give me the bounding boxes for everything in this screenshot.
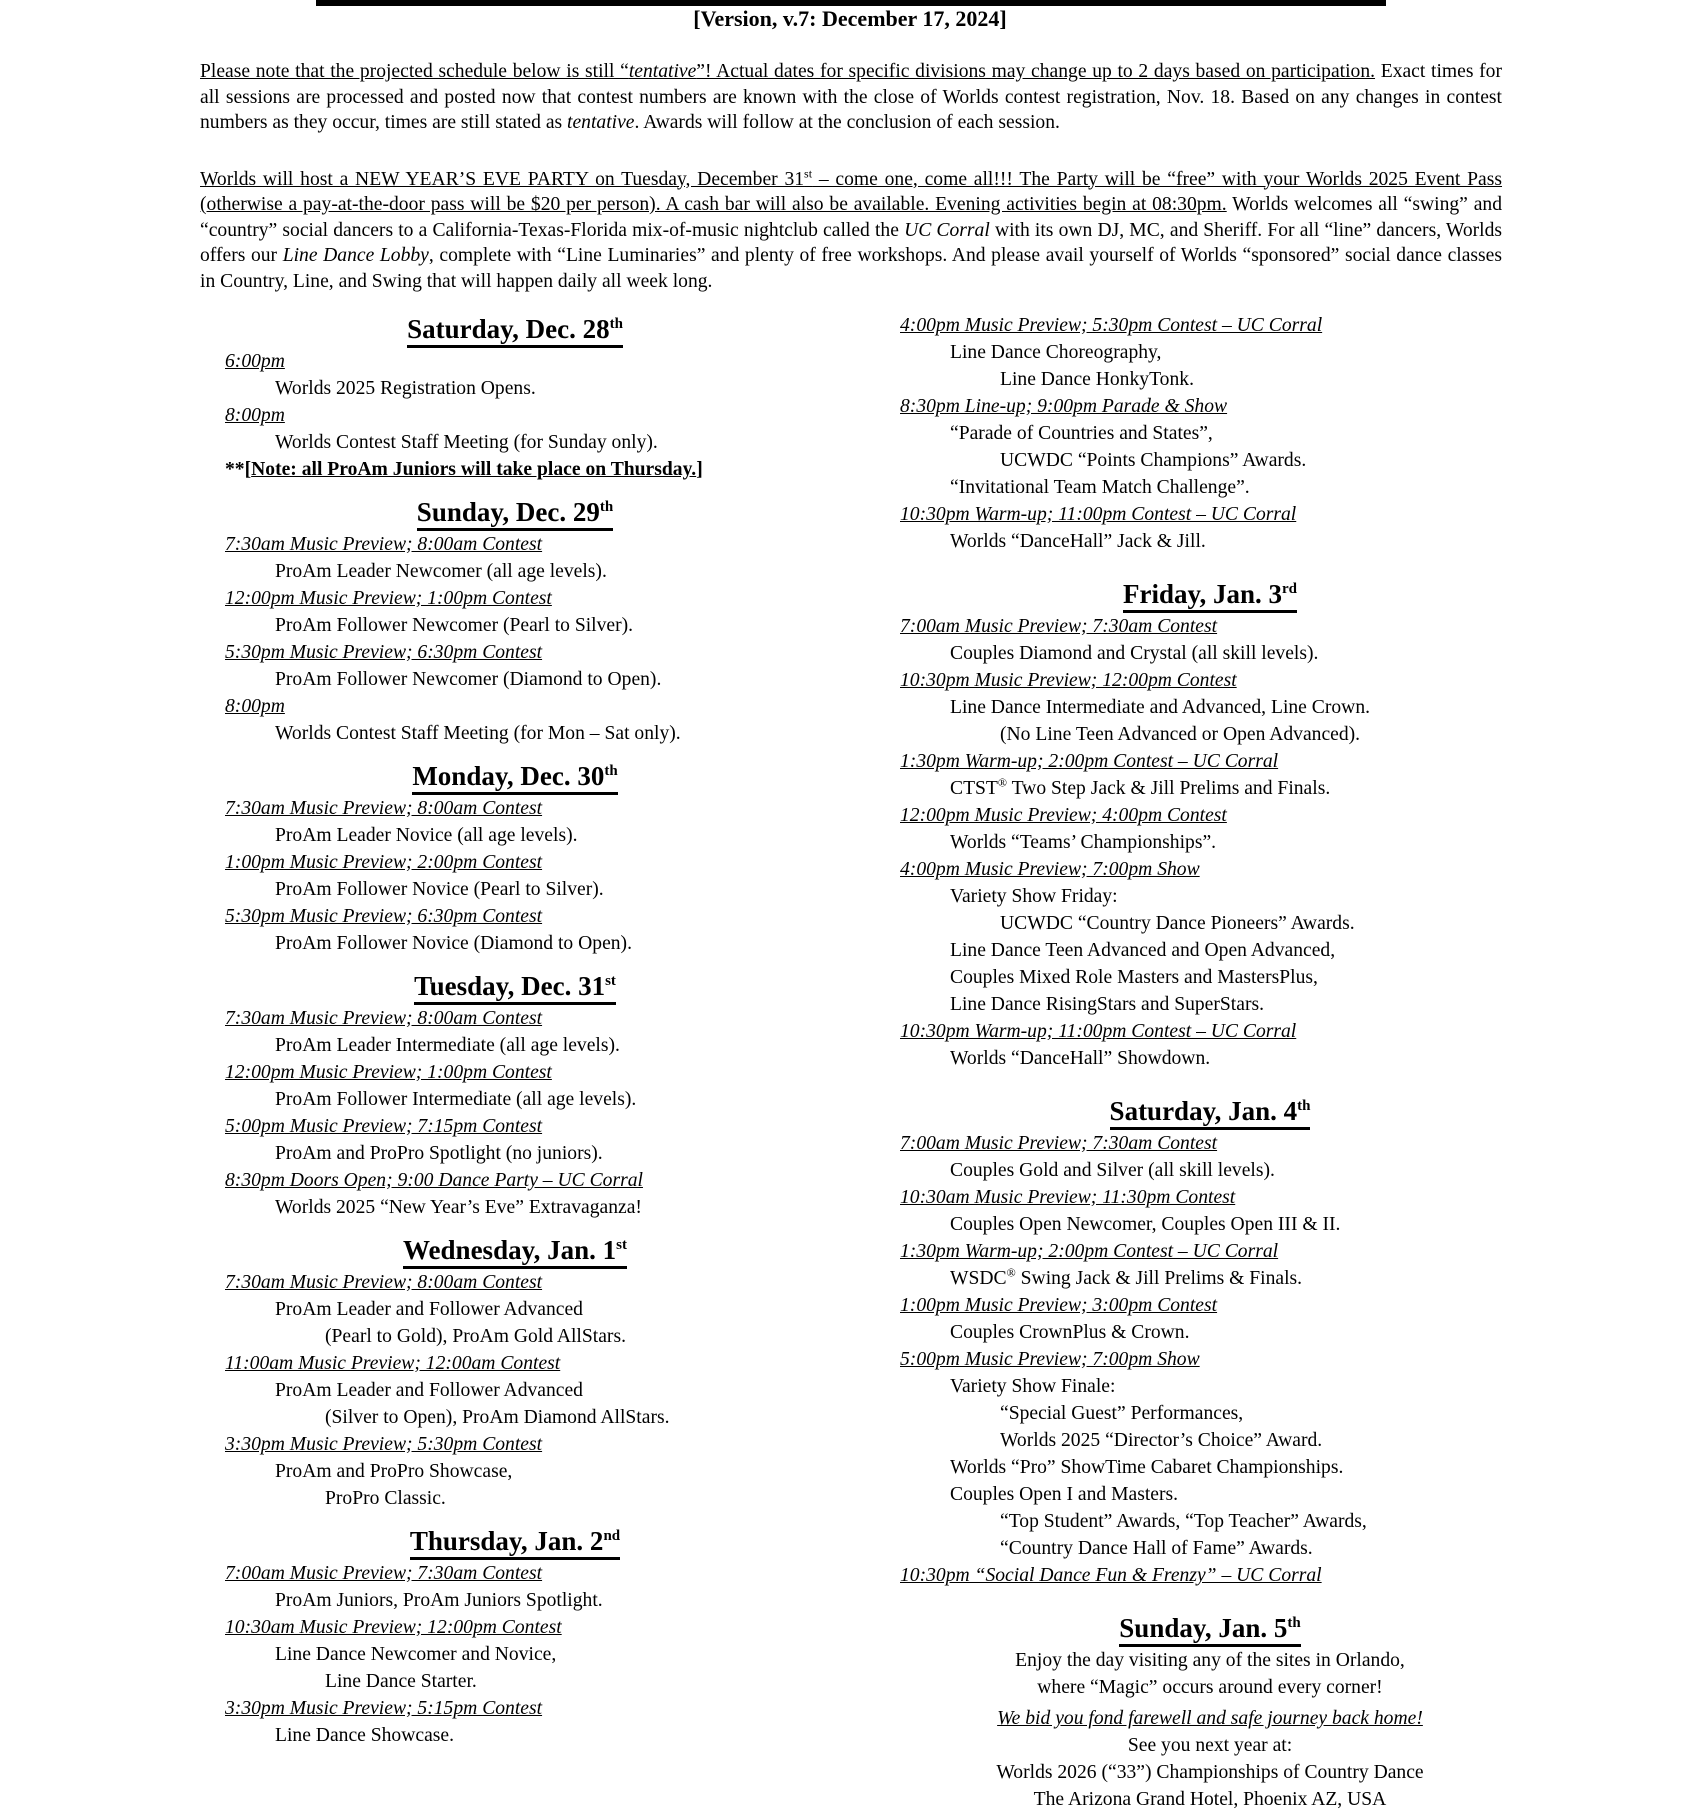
session-time: 1:00pm Music Preview; 2:00pm Contest: [225, 852, 543, 873]
day-heading-wed-jan-1: Wednesday, Jan. 1st: [225, 1233, 805, 1267]
session-item: ProAm Follower Novice (Pearl to Silver).: [275, 879, 604, 900]
session-item: ProAm Follower Newcomer (Pearl to Silver).: [275, 615, 634, 636]
session-time: 10:30am Music Preview; 12:00pm Contest: [225, 1617, 562, 1638]
session-subitem: Line Dance Starter.: [325, 1671, 477, 1692]
session-item: Couples CrownPlus & Crown.: [950, 1322, 1190, 1343]
session-item: Line Dance Newcomer and Novice,: [275, 1644, 557, 1665]
day-heading-sun-dec-29: Sunday, Dec. 29th: [225, 495, 805, 529]
session-subitem: (Silver to Open), ProAm Diamond AllStars.: [325, 1407, 670, 1428]
session-time: 10:30am Music Preview; 11:30pm Contest: [900, 1187, 1236, 1208]
session-item: Worlds “Teams’ Championships”.: [950, 832, 1217, 853]
session-item: Worlds “DanceHall” Jack & Jill.: [950, 531, 1206, 552]
session-item: Variety Show Finale:: [950, 1376, 1116, 1397]
session-time: 7:30am Music Preview; 8:00am Contest: [225, 1272, 543, 1293]
session-time: 8:30pm Doors Open; 9:00 Dance Party – UC Corral: [225, 1170, 643, 1191]
session-time: 11:00am Music Preview; 12:00am Contest: [225, 1353, 561, 1374]
day-heading-sun-jan-5: Sunday, Jan. 5th: [900, 1611, 1520, 1645]
day-heading-tue-dec-31: Tuesday, Dec. 31st: [225, 969, 805, 1003]
session-item: Line Dance Showcase.: [275, 1725, 454, 1746]
schedule-column-right: [900, 312, 1520, 1813]
session-time: 1:00pm Music Preview; 3:00pm Contest: [900, 1295, 1218, 1316]
session-time: 1:30pm Warm-up; 2:00pm Contest – UC Corral: [900, 751, 1279, 772]
session-item: “Invitational Team Match Challenge”.: [950, 477, 1250, 498]
session-time: 7:00am Music Preview; 7:30am Contest: [900, 1133, 1218, 1154]
session-item: ProAm Follower Novice (Diamond to Open).: [275, 933, 632, 954]
session-item: Couples Mixed Role Masters and MastersPlus,: [950, 967, 1318, 988]
session-item: ProAm Leader Novice (all age levels).: [275, 825, 578, 846]
day-heading-thu-jan-2: Thursday, Jan. 2nd: [225, 1524, 805, 1558]
session-time: 7:30am Music Preview; 8:00am Contest: [225, 1008, 543, 1029]
session-time: 4:00pm Music Preview; 7:00pm Show: [900, 859, 1200, 880]
session-subitem: Line Dance HonkyTonk.: [1000, 369, 1194, 390]
session-time: 4:00pm Music Preview; 5:30pm Contest – UC Corral: [900, 315, 1323, 336]
closing-line: The Arizona Grand Hotel, Phoenix AZ, USA: [1033, 1789, 1387, 1810]
session-time: 7:30am Music Preview; 8:00am Contest: [225, 534, 543, 555]
session-item: Line Dance Choreography,: [950, 342, 1162, 363]
session-time: 12:00pm Music Preview; 1:00pm Contest: [225, 1062, 552, 1083]
session-item: ProAm Follower Intermediate (all age levels).: [275, 1089, 637, 1110]
session-item: Worlds “Pro” ShowTime Cabaret Championships.: [950, 1457, 1344, 1478]
session-subitem: “Top Student” Awards, “Top Teacher” Awards,: [1000, 1511, 1367, 1532]
session-item: WSDC® Swing Jack & Jill Prelims & Finals.: [950, 1265, 1303, 1289]
session-item: Line Dance Teen Advanced and Open Advanced,: [950, 940, 1336, 961]
session-item: ProAm Leader Newcomer (all age levels).: [275, 561, 607, 582]
session-subitem: UCWDC “Points Champions” Awards.: [1000, 450, 1307, 471]
session-time: 7:30am Music Preview; 8:00am Contest: [225, 798, 543, 819]
session-time: 10:30pm Warm-up; 11:00pm Contest – UC Corral: [900, 504, 1297, 525]
session-time: 8:30pm Line-up; 9:00pm Parade & Show: [900, 396, 1228, 417]
session-item: ProAm Leader and Follower Advanced: [275, 1380, 583, 1401]
closing-line: See you next year at:: [1127, 1735, 1293, 1756]
session-item: ProAm Juniors, ProAm Juniors Spotlight.: [275, 1590, 603, 1611]
session-item: Worlds 2025 “New Year’s Eve” Extravaganza!: [275, 1197, 642, 1218]
session-item: ProAm and ProPro Showcase,: [275, 1461, 513, 1482]
session-time: 12:00pm Music Preview; 4:00pm Contest: [900, 805, 1227, 826]
session-time: 3:30pm Music Preview; 5:15pm Contest: [225, 1698, 543, 1719]
session-item: Couples Open I and Masters.: [950, 1484, 1179, 1505]
session-time: 8:00pm: [225, 405, 285, 426]
session-time: 6:00pm: [225, 351, 285, 372]
intro-paragraph-2: Worlds will host a NEW YEAR’S EVE PARTY on Tuesday, December 31st – come one, come all!!! The Party will be “free” with your Worlds 2025 Event Pass (otherwise a pay-at-the-door pass will be $20 per person). A cash bar will also be available. Evening activities begin at 08:30pm. Worlds welcomes all “swing” and “country” social dancers to a California-Texas-Florida mix-of-music nightclub called the UC Corral with its own DJ, MC, and Sheriff. For all “line” dancers, Worlds offers our Line Dance Lobby, complete with “Line Luminaries” and plenty of free workshops. And please avail yourself of Worlds “sponsored” social dance classes in Country, Line, and Swing that will happen daily all week long.: [200, 166, 1503, 292]
session-time: 5:30pm Music Preview; 6:30pm Contest: [225, 906, 543, 927]
closing-line: where “Magic” occurs around every corner!: [1037, 1677, 1383, 1698]
session-time: 5:00pm Music Preview; 7:15pm Contest: [225, 1116, 543, 1137]
session-item: ProAm Follower Newcomer (Diamond to Open).: [275, 669, 662, 690]
session-time: 10:30pm Music Preview; 12:00pm Contest: [900, 670, 1237, 691]
session-item: Couples Gold and Silver (all skill levels).: [950, 1160, 1275, 1181]
session-subitem: “Country Dance Hall of Fame” Awards.: [1000, 1538, 1313, 1559]
session-item: Worlds “DanceHall” Showdown.: [950, 1048, 1211, 1069]
session-subitem: (No Line Teen Advanced or Open Advanced).: [1000, 724, 1361, 745]
tentative-notice: Please note that the projected schedule below is still “tentative”! Actual dates for specific divisions may change up to 2 days based on participation.: [200, 61, 1376, 82]
session-item: Variety Show Friday:: [950, 886, 1118, 907]
session-time: 7:00am Music Preview; 7:30am Contest: [225, 1563, 543, 1584]
session-time: 10:30pm Warm-up; 11:00pm Contest – UC Corral: [900, 1021, 1297, 1042]
session-time: 3:30pm Music Preview; 5:30pm Contest: [225, 1434, 543, 1455]
juniors-note: **[Note: all ProAm Juniors will take place on Thursday.]: [225, 459, 703, 480]
farewell-line: We bid you fond farewell and safe journey back home!: [997, 1708, 1423, 1729]
session-item: Line Dance RisingStars and SuperStars.: [950, 994, 1264, 1015]
session-subitem: ProPro Classic.: [325, 1488, 446, 1509]
session-subitem: “Special Guest” Performances,: [1000, 1403, 1244, 1424]
day-heading-sat-jan-4: Saturday, Jan. 4th: [900, 1094, 1520, 1128]
session-item: ProAm Leader Intermediate (all age levels).: [275, 1035, 620, 1056]
day-heading-fri-jan-3: Friday, Jan. 3rd: [900, 577, 1520, 611]
party-notice: Worlds will host a NEW YEAR’S EVE PARTY on Tuesday, December 31st – come one, come all!!! The Party will be “free” with your Worlds 2025 Event Pass (otherwise a pay-at-the-door pass will be $20 per person). A cash bar will also be available. Evening activities begin at 08:30pm.: [200, 166, 1503, 216]
session-subitem: (Pearl to Gold), ProAm Gold AllStars.: [325, 1326, 626, 1347]
session-subitem: Worlds 2025 “Director’s Choice” Award.: [1000, 1430, 1323, 1451]
session-time: 8:00pm: [225, 696, 285, 717]
session-time: 12:00pm Music Preview; 1:00pm Contest: [225, 588, 552, 609]
session-item: ProAm Leader and Follower Advanced: [275, 1299, 583, 1320]
session-item: Line Dance Intermediate and Advanced, Line Crown.: [950, 697, 1371, 718]
day-heading-mon-dec-30: Monday, Dec. 30th: [225, 759, 805, 793]
session-subitem: UCWDC “Country Dance Pioneers” Awards.: [1000, 913, 1355, 934]
session-item: “Parade of Countries and States”,: [950, 423, 1213, 444]
closing-line: Worlds 2026 (“33”) Championships of Country Dance: [996, 1762, 1424, 1783]
session-item: Worlds Contest Staff Meeting (for Sunday only).: [275, 432, 658, 453]
session-item: ProAm and ProPro Spotlight (no juniors).: [275, 1143, 603, 1164]
session-item: Couples Diamond and Crystal (all skill levels).: [950, 643, 1319, 664]
session-item: Worlds 2025 Registration Opens.: [275, 378, 536, 399]
schedule-column-left: [225, 312, 805, 1749]
day-heading-sat-dec-28: Saturday, Dec. 28th: [225, 312, 805, 346]
closing-line: Enjoy the day visiting any of the sites in Orlando,: [1015, 1650, 1405, 1671]
session-time: 5:30pm Music Preview; 6:30pm Contest: [225, 642, 543, 663]
session-time: 7:00am Music Preview; 7:30am Contest: [900, 616, 1218, 637]
session-time: 10:30pm “Social Dance Fun & Frenzy” – UC Corral: [900, 1565, 1322, 1586]
version-line: [Version, v.7: December 17, 2024]: [693, 6, 1007, 31]
session-item: Worlds Contest Staff Meeting (for Mon – Sat only).: [275, 723, 681, 744]
session-time: 1:30pm Warm-up; 2:00pm Contest – UC Corral: [900, 1241, 1279, 1262]
intro-paragraph-1: Please note that the projected schedule below is still “tentative”! Actual dates for specific divisions may change up to 2 days based on participation. Exact times for all sessions are processed and posted now that contest numbers are known with the close of Worlds contest registration, Nov. 18. Based on any changes in contest numbers as they occur, times are still stated as tentative. Awards will follow at the conclusion of each session.: [200, 61, 1503, 133]
session-item: CTST® Two Step Jack & Jill Prelims and Finals.: [950, 775, 1331, 799]
session-item: Couples Open Newcomer, Couples Open III & II.: [950, 1214, 1341, 1235]
session-time: 5:00pm Music Preview; 7:00pm Show: [900, 1349, 1200, 1370]
